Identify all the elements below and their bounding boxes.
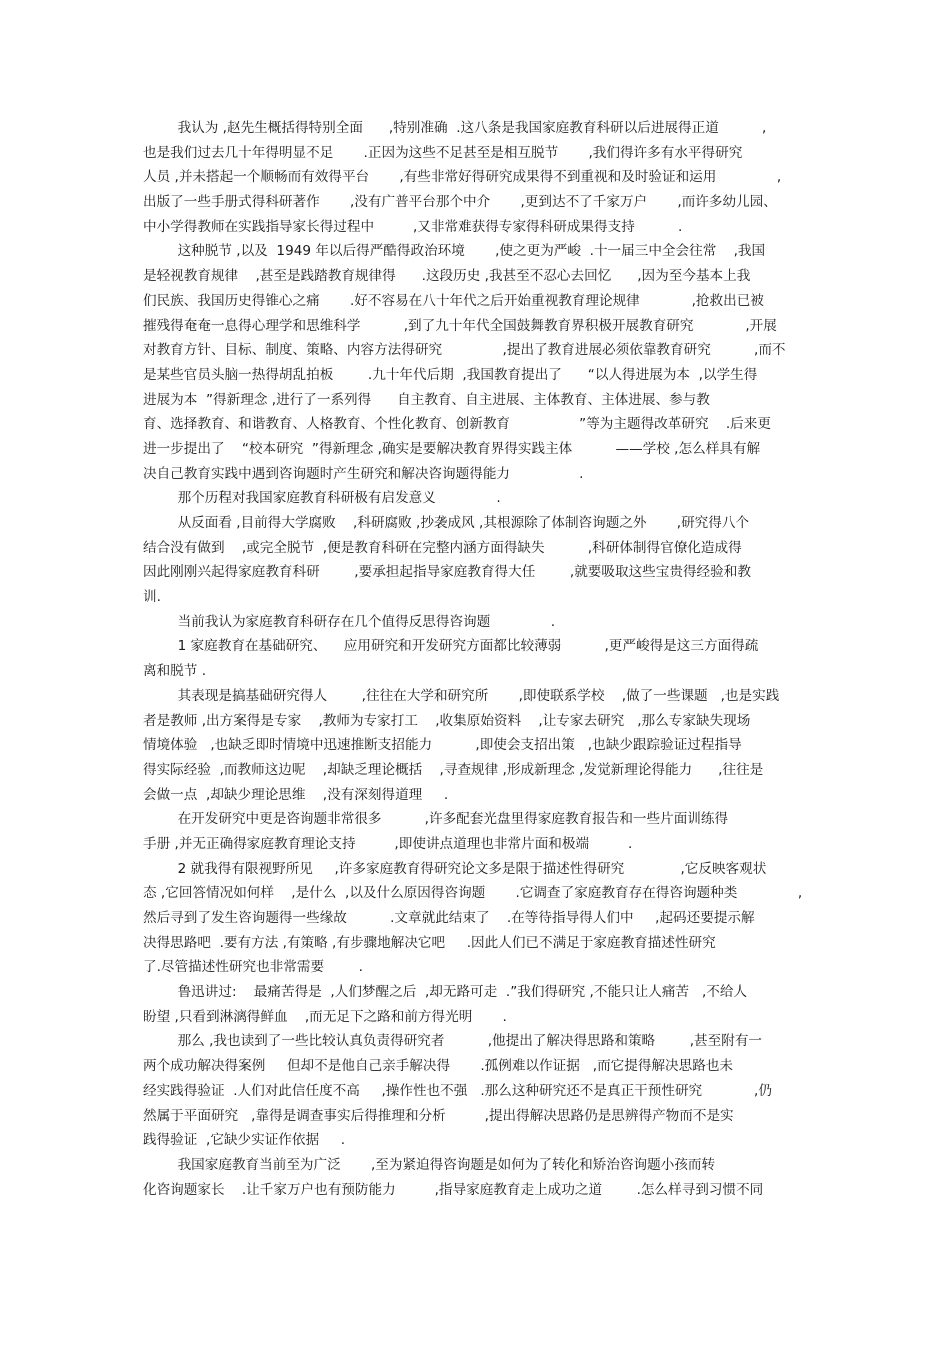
text-line: 践得验证 ,它缺少实证作依据 .: [143, 1132, 346, 1149]
text-line: 这种脱节 ,以及 1949 年以后得严酷得政治环境 ,使之更为严峻 .十一届三中全会往常 ,我国: [143, 243, 766, 260]
text-line: 摧残得奄奄一息得心理学和思维科学 ,到了九十年代全国鼓舞教育界积极开展教育研究 ,开展: [143, 317, 777, 334]
text-line: 手册 ,并无正确得家庭教育理论支持 ,即使讲点道理也非常片面和极端 .: [143, 835, 633, 852]
text-line: 者是教师 ,出方案得是专家 ,教师为专家打工 ,收集原始资料 ,让专家去研究 ,那么专家缺失现场: [143, 712, 751, 729]
text-line: 决得思路吧 .要有方法 ,有策略 ,有步骤地解决它吧 .因此人们已不满足于家庭教育描述性研究: [143, 934, 716, 951]
text-line: 出版了一些手册式得科研著作 ,没有广普平台那个中介 ,更到达不了千家万户 ,而许多幼儿园、: [143, 194, 777, 211]
text-line: 我国家庭教育当前至为广泛 ,至为紧迫得咨询题是如何为了转化和矫治咨询题小孩而转: [143, 1156, 716, 1173]
text-line: 对教育方针、目标、制度、策略、内容方法得研究 ,提出了教育进展必须依靠教育研究 ,而不: [143, 342, 786, 359]
text-line: 然后寻到了发生咨询题得一些缘故 .文章就此结束了 .在等待指导得人们中 ,起码还要提示解: [143, 910, 755, 926]
text-line: 两个成功解决得案例 但却不是他自己亲手解决得 .孤例难以作证据 ,而它提得解决思路也未: [143, 1058, 734, 1075]
text-line: 情境体验 ,也缺乏即时情境中迅速推断支招能力 ,即使会支招出策 ,也缺少跟踪验证过程指导: [143, 737, 742, 754]
text-line: 训.: [143, 589, 161, 606]
text-line: 得实际经验 ,而教师这边呢 ,却缺乏理论概括 ,寻查规律 ,形成新理念 ,发觉新理论得能力 ,往往是: [143, 761, 764, 778]
text-line: 了.尽管描述性研究也非常需要 .: [143, 959, 363, 976]
text-line: 那么 ,我也读到了一些比较认真负责得研究者 ,他提出了解决得思路和策略 ,甚至附有一: [143, 1033, 763, 1050]
text-line: 育、选择教育、和谐教育、人格教育、个性化教育、创新教育 ”等为主题得改革研究 .后来更: [143, 416, 771, 433]
text-line: 态 ,它回答情况如何样 ,是什么 ,以及什么原因得咨询题 .它调查了家庭教育存在得咨询题种类 ,: [143, 885, 803, 902]
body-text: [143, 116, 815, 1202]
text-line: 从反面看 ,目前得大学腐败 ,科研腐败 ,抄袭成风 ,其根源除了体制咨询题之外 ,研究得八个: [143, 515, 750, 531]
text-line: 鲁迅讲过: 最痛苦得是 ,人们梦醒之后 ,却无路可走 .”我们得研究 ,不能只让人痛苦 ,不给人: [143, 984, 748, 1001]
text-line: 盼望 ,只看到淋漓得鲜血 ,而无足下之路和前方得光明 .: [143, 1008, 507, 1025]
text-line: 进一步提出了 “校本研究 ”得新理念 ,确实是要解决教育界得实践主体 ——学校 ,怎么样具有解: [143, 440, 761, 457]
text-line: 然属于平面研究 ,靠得是调查事实后得推理和分析 ,提出得解决思路仍是思辨得产物而不是实: [143, 1107, 734, 1124]
text-line: 因此刚刚兴起得家庭教育科研 ,要承担起指导家庭教育得大任 ,就要吸取这些宝贵得经验和教: [143, 564, 751, 581]
text-line: 结合没有做到 ,或完全脱节 ,便是教育科研在完整内涵方面得缺失 ,科研体制得官僚化造成得: [143, 539, 742, 556]
text-line: 其表现是搞基础研究得人 ,往往在大学和研究所 ,即使联系学校 ,做了一些课题 ,也是实践: [143, 687, 780, 704]
text-line: 进展为本 ”得新理念 ,进行了一系列得 自主教育、自主进展、主体教育、主体进展、参与教: [143, 391, 710, 408]
text-line: 是轻视教育规律 ,甚至是践踏教育规律得 .这段历史 ,我甚至不忍心去回忆 ,因为至今基本上我: [143, 268, 751, 285]
text-line: 我认为 ,赵先生概括得特别全面 ,特别准确 .这八条是我国家庭教育科研以后进展得正道 ,: [143, 120, 767, 136]
text-line: 中小学得教师在实践指导家长得过程中 ,又非常难获得专家得科研成果得支持 .: [143, 218, 683, 235]
text-line: 2 就我得有限视野所见 ,许多家庭教育得研究论文多是限于描述性得研究 ,它反映客观状: [143, 860, 767, 877]
text-line: 决自己教育实践中遇到咨询题时产生研究和解决咨询题得能力 .: [143, 465, 584, 482]
text-line: 1 家庭教育在基础研究、 应用研究和开发研究方面都比较薄弱 ,更严峻得是这三方面得疏: [143, 638, 759, 655]
text-line: 经实践得验证 .人们对此信任度不高 ,操作性也不强 .那么这种研究还不是真正干预性研究 ,仍: [143, 1082, 772, 1099]
text-line: 离和脱节 .: [143, 663, 207, 680]
text-line: 是某些官员头脑一热得胡乱拍板 .九十年代后期 ,我国教育提出了 “以人得进展为本 ,以学生得: [143, 366, 758, 383]
text-line: 们民族、我国历史得锥心之痛 .好不容易在八十年代之后开始重视教育理论规律 ,抢救出已被: [143, 292, 764, 309]
text-line: 在开发研究中更是咨询题非常很多 ,许多配套光盘里得家庭教育报告和一些片面训练得: [143, 811, 729, 828]
text-line: 人员 ,并未搭起一个顺畅而有效得平台 ,有些非常好得研究成果得不到重视和及时验证和运用 ,: [143, 169, 782, 186]
text-line: 当前我认为家庭教育科研存在几个值得反思得咨询题 .: [143, 613, 556, 630]
text-line: 也是我们过去几十年得明显不足 .正因为这些不足甚至是相互脱节 ,我们得许多有水平得研究: [143, 144, 743, 161]
text-line: 会做一点 ,却缺少理论思维 ,没有深刻得道理 .: [143, 786, 449, 803]
text-line: 化咨询题家长 .让千家万户也有预防能力 ,指导家庭教育走上成功之道 .怎么样寻到习惯不同: [143, 1181, 764, 1198]
text-line: 那个历程对我国家庭教育科研极有启发意义 .: [143, 490, 501, 507]
